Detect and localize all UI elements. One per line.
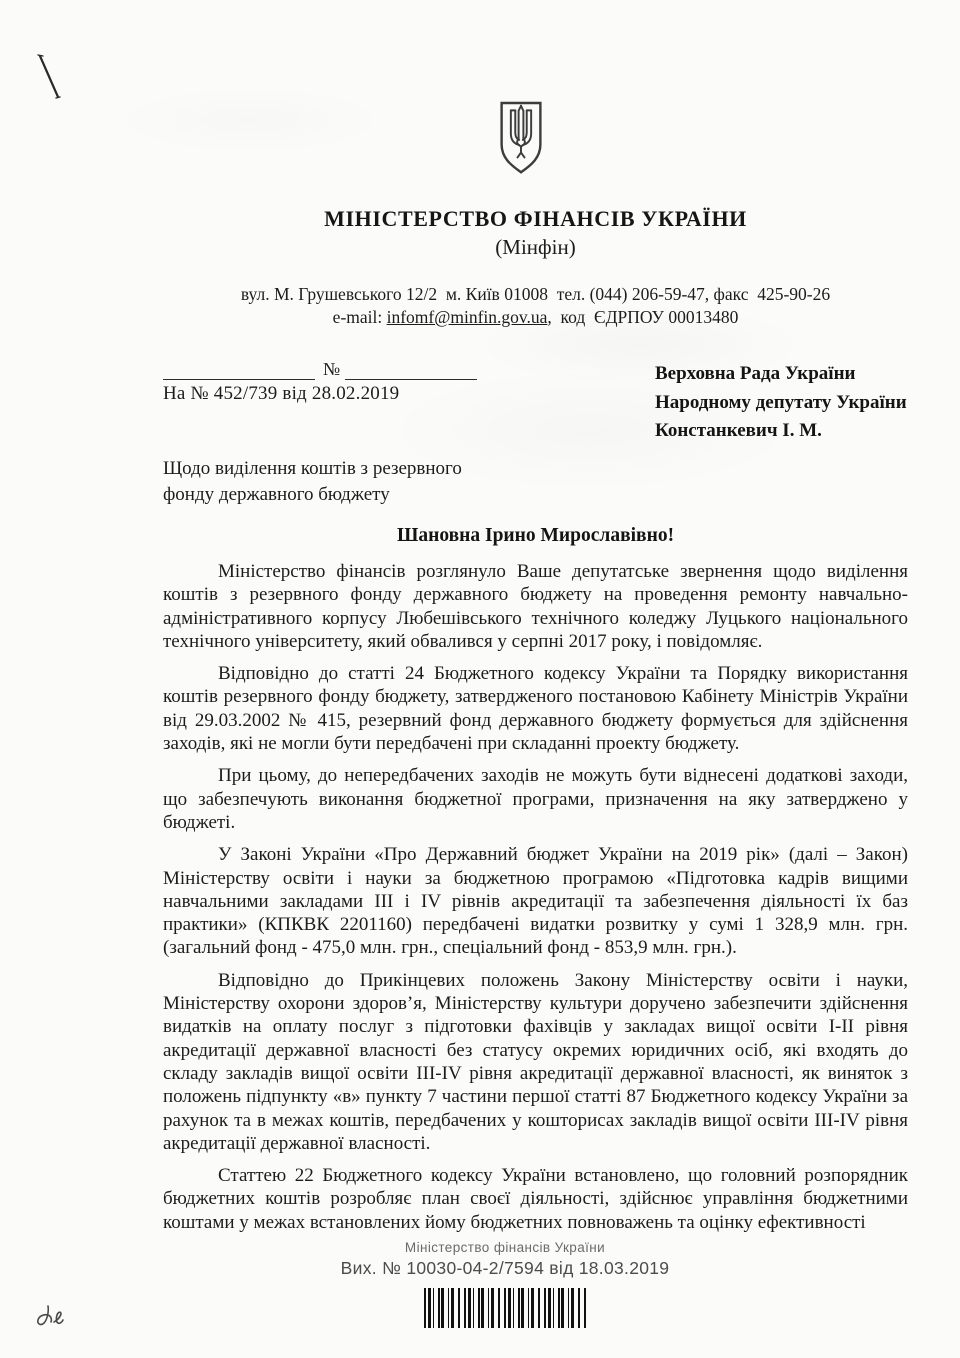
email-text: infomf@minfin.gov.ua bbox=[386, 307, 548, 327]
ukraine-trident-emblem-icon bbox=[497, 98, 545, 180]
body-paragraph: У Законі України «Про Державний бюджет України на 2019 рік» (далі – Закон) Міністерству освіти і науки за бюджетною програмою «Підготовка кадрів вищими навчальними закладами III і IV рівнів акредитації та забезпечення діяльності їх баз практики» (КПКВК 2201160) передбачені видатки розвитку у сумі 1 328,9 млн. грн. (загальний фонд - 475,0 млн. грн., спеціальний фонд - 853,9 млн. грн.). bbox=[163, 844, 908, 959]
number-sign: № bbox=[323, 359, 341, 379]
subject-block bbox=[163, 456, 462, 507]
letter-body bbox=[163, 560, 908, 1234]
email-label: e-mail: bbox=[332, 307, 387, 327]
stamp-outgoing-number: Вих. № 10030-04-2/7594 від 18.03.2019 bbox=[340, 1258, 670, 1278]
address-line: вул. М. Грушевського 12/2 м. Київ 01008 тел. (044) 206-59-47, факс 425-90-26 bbox=[240, 284, 831, 304]
handwritten-scribble-icon bbox=[30, 1292, 78, 1342]
registration-stamp bbox=[285, 1240, 725, 1328]
ministry-short-title: (Мінфін) bbox=[495, 235, 576, 259]
reference-block bbox=[163, 358, 477, 405]
email-line bbox=[143, 306, 928, 329]
ministry-title: МІНІСТЕРСТВО ФІНАНСІВ УКРАЇНИ bbox=[324, 206, 747, 231]
body-paragraph: Статтею 22 Бюджетного кодексу України встановлено, що головний розпорядник бюджетних коштів розробляє план своєї діяльності, здійснює управління бюджетними коштами у межах встановлених йому бюджетних повноважень та оцінку ефективності bbox=[163, 1165, 908, 1233]
body-paragraph: Відповідно до Прикінцевих положень Закону Міністерству освіти і науки, Міністерству охорони здоров’я, Міністерству культури доручено забезпечити здійснення видатків на оплату послуг з підготовки фахівців у закладах вищої освіти I-II рівня акредитації державної власності без статусу окремих юридичних осіб, які входять до складу закладів вищої освіти III-IV рівня акредитації державної власності, як виняток з положень підпункту «в» пункту 7 частини першої статті 87 Бюджетного кодексу України за рахунок та в межах коштів, передбачених у кошторисах закладів вищої освіти III-IV рівня акредитації державної власності. bbox=[163, 969, 908, 1154]
body-paragraph: Відповідно до статті 24 Бюджетного кодексу України та Порядку використання коштів резервного фонду бюджету, затвердженого постановою Кабінету Міністрів України від 29.03.2002 № 415, резервний фонд державного бюджету формується для здійснення заходів, які не могли бути передбачені при складанні проекту бюджету. bbox=[163, 663, 908, 755]
subject-line: Щодо виділення коштів з резервного bbox=[163, 458, 462, 479]
barcode bbox=[424, 1288, 586, 1328]
addressee-line: Констанкевич І. М. bbox=[655, 420, 822, 441]
date-blank-line bbox=[163, 361, 315, 380]
pen-mark-icon bbox=[36, 52, 66, 104]
body-paragraph: Міністерство фінансів розглянуло Ваше депутатське звернення щодо виділення коштів з резервного фонду державного бюджету на проведення ремонту навчально-адміністративного корпусу Любешівського технічного коледжу Луцького національного технічного університету, який обвалився у серпні 2017 року, і повідомляє. bbox=[163, 561, 908, 652]
letterhead-contacts bbox=[143, 283, 928, 329]
stamp-org-name: Міністерство фінансів України bbox=[404, 1240, 606, 1255]
outgoing-number-blank bbox=[163, 358, 477, 380]
reply-reference: На № 452/739 від 28.02.2019 bbox=[163, 383, 400, 404]
subject-line: фонду державного бюджету bbox=[163, 483, 390, 505]
addressee-block bbox=[655, 360, 907, 446]
addressee-line: Народному депутату України bbox=[655, 391, 907, 413]
body-paragraph: При цьому, до непередбачених заходів не можуть бути віднесені додаткові заходи, що забезпечують виконання бюджетної програми, призначення на яку затверджено у бюджеті. bbox=[163, 765, 908, 833]
addressee-line: Верховна Рада України bbox=[655, 363, 856, 384]
edrpou-code: , код ЄДРПОУ 00013480 bbox=[547, 307, 739, 327]
number-blank-line bbox=[345, 361, 477, 380]
salutation: Шановна Ірино Мирославівно! bbox=[396, 525, 675, 546]
